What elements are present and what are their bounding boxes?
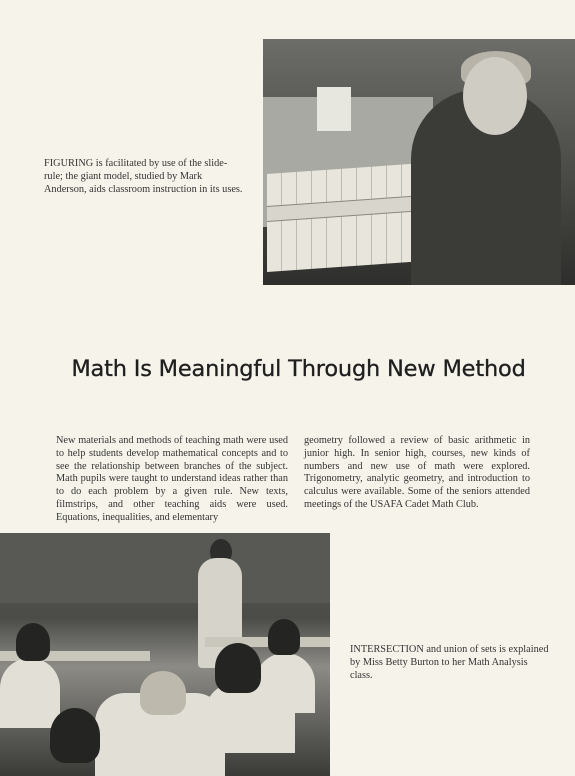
student-head [140, 671, 186, 715]
page-headline: Math Is Meaningful Through New Method [71, 356, 526, 382]
student-head [463, 57, 527, 135]
body-column-right: geometry followed a review of basic arithmetic in junior high. In senior high, courses, new kinds of numbers and new use of math were explored. Trigonometry, analytic geometry, and introduction to calculus were available. Some of the seniors attended meetings of the USAFA Cadet Math Club. [304, 435, 530, 510]
chalkboard [0, 533, 330, 603]
wall-chart [317, 87, 351, 131]
student-shirt [0, 658, 60, 728]
slide-rule-photo [263, 39, 575, 285]
body-column-left: New materials and methods of teaching math were used to help students develop mathematical concepts and to see the relationship between branches of the subject. Math pupils were taught to understand ideas rather than to do each problem by a given rule. New texts, filmstrips, and other teaching aids were used. Equations, inequalities, and elementary [56, 435, 288, 523]
student-head [50, 708, 100, 763]
caption-slide-rule: FIGURING is facilitated by use of the slide-rule; the giant model, studied by Mark Anderson, aids classroom instruction in its uses. [44, 158, 243, 195]
student-head [16, 623, 50, 661]
classroom-photo [0, 533, 330, 776]
student-head [215, 643, 261, 693]
caption-intersection: INTERSECTION and union of sets is explained by Miss Betty Burton to her Math Analysis class. [350, 644, 549, 681]
student-shirt [205, 683, 295, 753]
student-head [268, 619, 300, 655]
